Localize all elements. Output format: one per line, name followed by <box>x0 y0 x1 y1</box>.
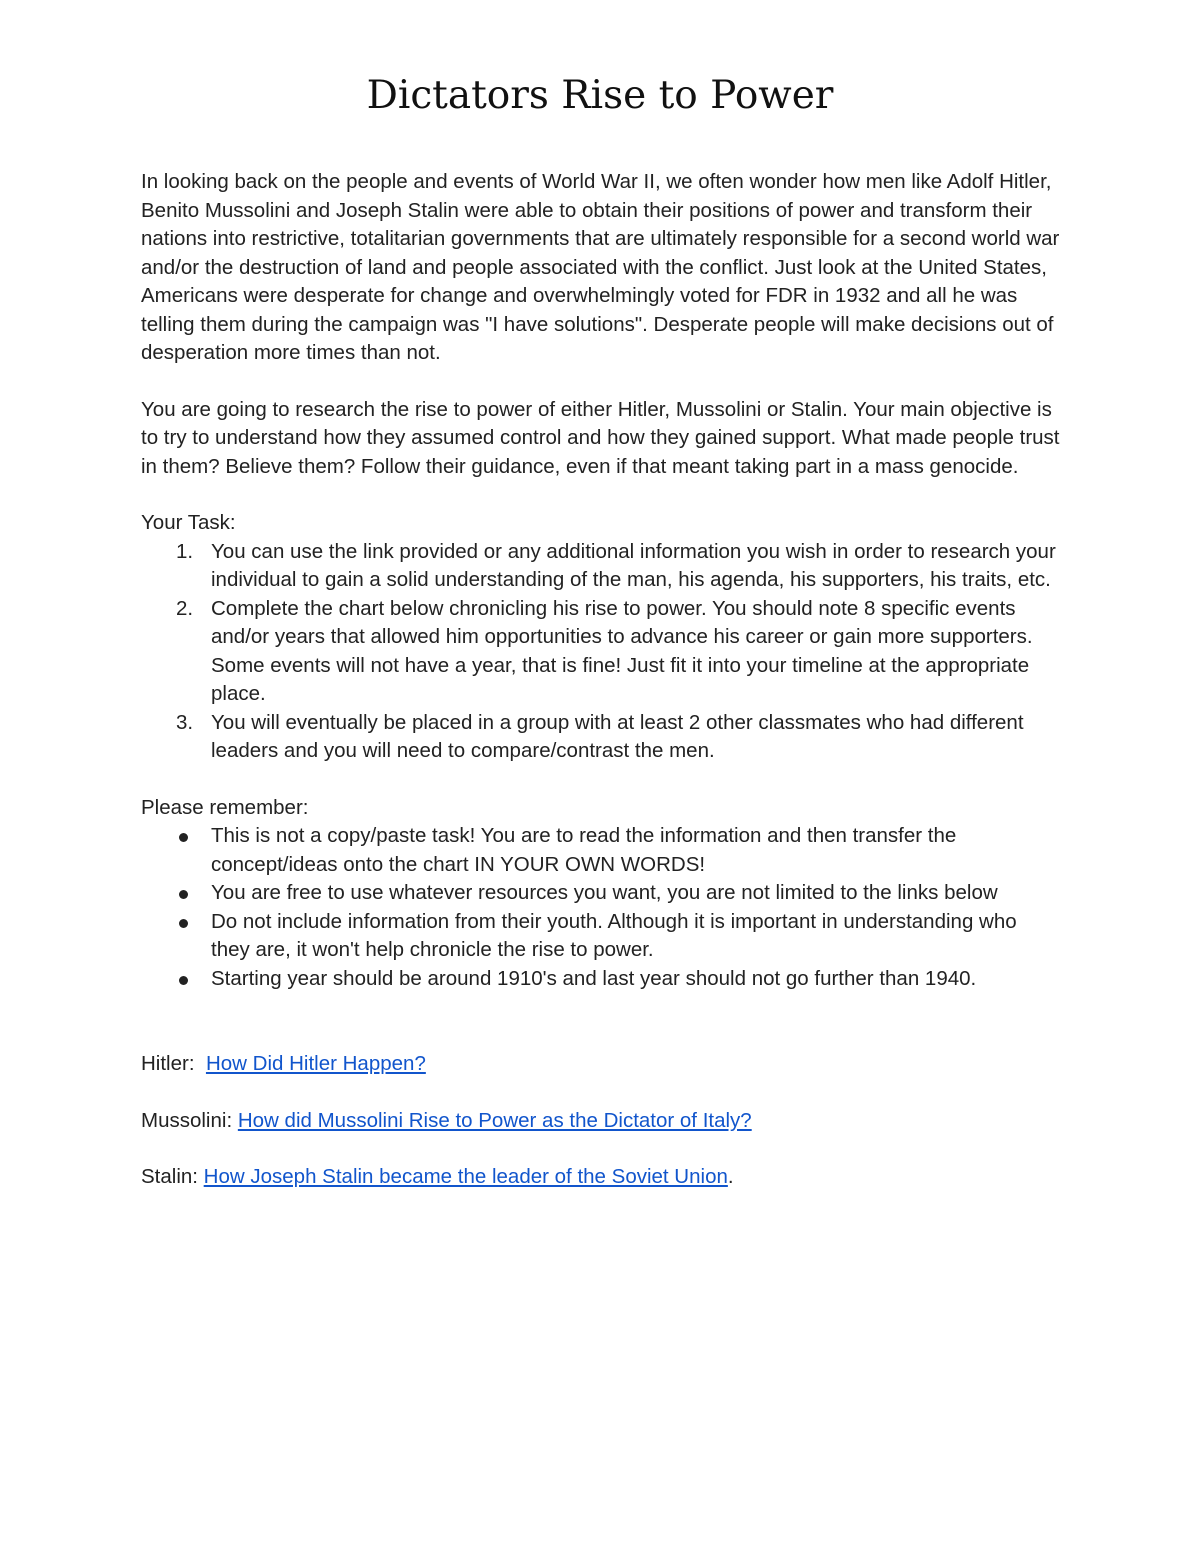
link-label: Stalin: <box>141 1165 204 1188</box>
task-text: You can use the link provided or any additional information you wish in order to research your individual to gain a solid understanding of the man, his agenda, his supporters, his traits, etc. <box>211 539 1056 591</box>
task-number: 2. <box>176 596 194 620</box>
spacer <box>141 993 1061 1050</box>
task-heading: Your Task: <box>141 511 236 534</box>
reminder-item <box>141 822 1061 879</box>
reminder-item <box>141 965 1061 994</box>
bullet-icon <box>179 833 188 842</box>
link-label: Mussolini: <box>141 1108 238 1132</box>
reminder-list <box>141 822 1061 993</box>
reminder-text: You are free to use whatever resources you want, you are not limited to the links below <box>211 881 998 904</box>
objective-paragraph: You are going to research the rise to power of either Hitler, Mussolini or Stalin. Your main objective is to try to understand how they assumed control and how they gained support. What made people trust in them? Believe them? Follow their guidance, even if that meant taking part in a mass genocide. <box>141 397 1060 478</box>
task-number: 1. <box>176 539 194 563</box>
bullet-icon <box>179 890 188 899</box>
page-title: Dictators Rise to Power <box>366 73 834 118</box>
spacer <box>141 368 1061 396</box>
link-suffix: . <box>727 1165 734 1188</box>
spacer <box>141 766 1061 794</box>
mussolini-link-line <box>141 1107 1061 1136</box>
task-number: 3. <box>176 710 194 734</box>
task-list <box>141 538 1061 766</box>
document-body <box>141 168 1061 1192</box>
stalin-link-line <box>141 1163 1061 1192</box>
intro-paragraph: In looking back on the people and events of World War II, we often wonder how men like Adolf Hitler, Benito Mussolini and Joseph Stalin were able to obtain their positions of power and transform their nations into restrictive, totalitarian governments that are ultimately responsible for a second world war and/or the destruction of land and people associated with the conflict. Just look at the United States, Americans were desperate for change and overwhelmingly voted for FDR in 1932 and all he was telling them during the campaign was "I have solutions". Desperate people will make decisions out of desperation more times than not. <box>141 170 1060 364</box>
bullet-icon <box>179 976 188 985</box>
task-item <box>141 538 1061 595</box>
reminder-item <box>141 879 1061 908</box>
reminder-text: Starting year should be around 1910's and last year should not go further than 1940. <box>211 966 977 990</box>
task-text: You will eventually be placed in a group with at least 2 other classmates who had different leaders and you will need to compare/contrast the men. <box>211 710 1024 762</box>
reminder-item <box>141 908 1061 965</box>
spacer <box>141 481 1061 509</box>
task-text: Complete the chart below chronicling his rise to power. You should note 8 specific events and/or years that allowed him opportunities to advance his career or gain more supporters. Some events will not have a year, that is fine! Just fit it into your timeline at the appropriate place. <box>211 596 1033 705</box>
task-item <box>141 709 1061 766</box>
reminder-text: Do not include information from their youth. Although it is important in understanding who they are, it won't help chronicle the rise to power. <box>211 909 1017 961</box>
hitler-link[interactable]: How Did Hitler Happen? <box>205 1052 426 1075</box>
stalin-link[interactable]: How Joseph Stalin became the leader of the Soviet Union <box>203 1165 728 1188</box>
spacer <box>141 1079 1061 1107</box>
reminder-text: This is not a copy/paste task! You are to read the information and then transfer the concept/ideas onto the chart IN YOUR OWN WORDS! <box>211 824 957 876</box>
link-label: Hitler: <box>141 1052 206 1075</box>
remember-heading: Please remember: <box>141 795 309 819</box>
mussolini-link[interactable]: How did Mussolini Rise to Power as the Dictator of Italy? <box>237 1108 752 1132</box>
hitler-link-line <box>141 1050 1061 1079</box>
task-item <box>141 595 1061 709</box>
spacer <box>141 1135 1061 1163</box>
bullet-icon <box>179 919 188 928</box>
